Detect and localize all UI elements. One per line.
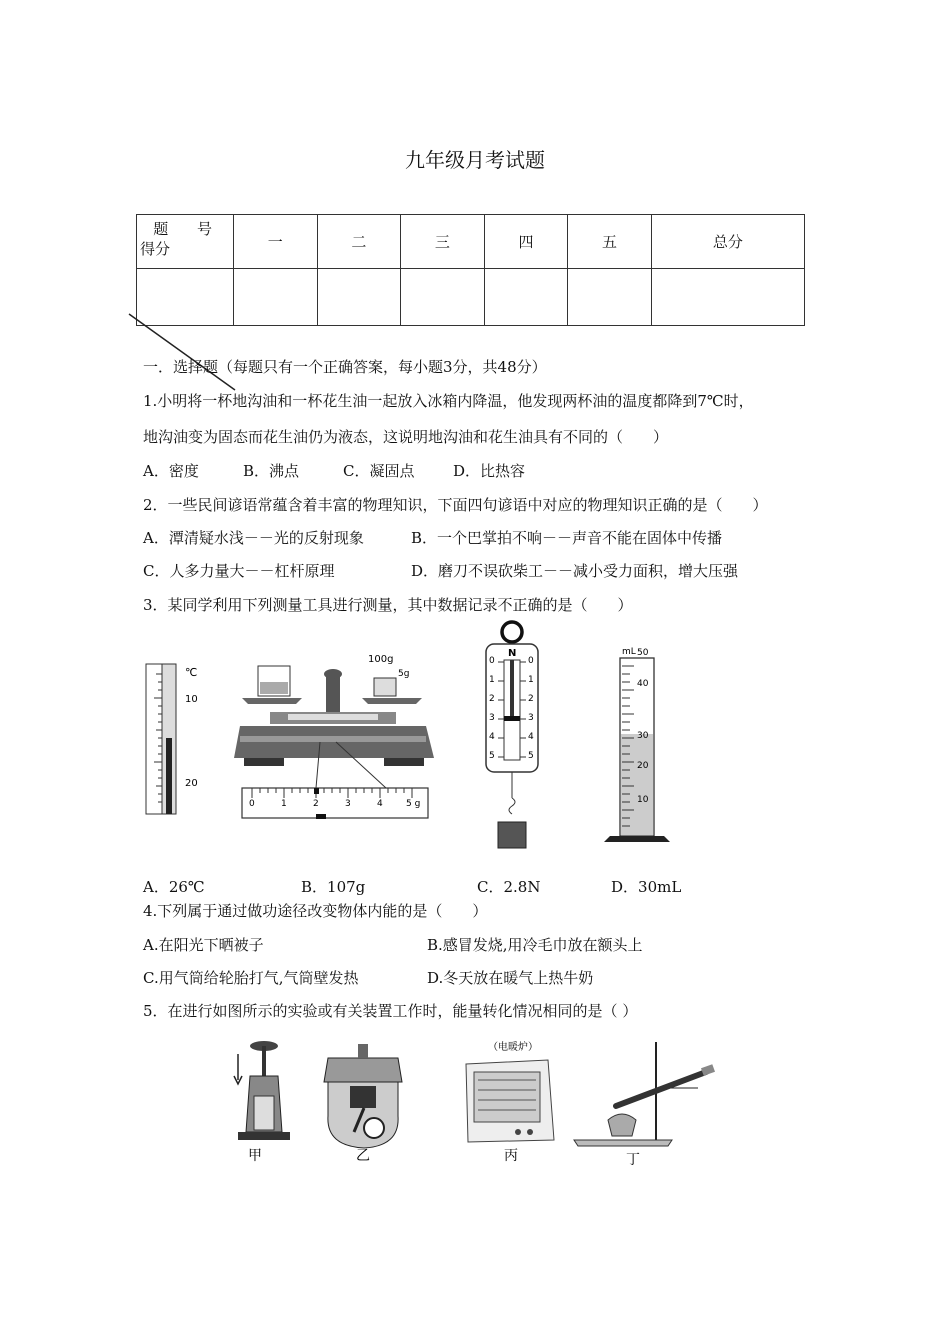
ruler-label-3: 3 xyxy=(345,799,351,809)
q3-options xyxy=(143,876,681,897)
balance xyxy=(234,654,434,766)
ruler-label-2: 2 xyxy=(313,799,319,809)
q5-label-ding: 丁 xyxy=(626,1152,640,1168)
header-cell: 三 xyxy=(401,215,485,269)
q1-line2: 地沟油变为固态而花生油仍为液态，这说明地沟油和花生油具有不同的（ ） xyxy=(143,428,669,446)
q1-line1: 1.小明将一杯地沟油和一杯花生油一起放入冰箱内降温，他发现两杯油的温度都降到7℃时， xyxy=(143,392,754,410)
q2-option-a: A．潭清疑水浅－－光的反射现象 xyxy=(143,529,364,547)
q5-label-bing: 丙 xyxy=(504,1148,518,1164)
ruler-label-1: 1 xyxy=(281,799,287,809)
header-cell: 四 xyxy=(484,215,568,269)
balance-label-5g: 5g xyxy=(398,669,410,679)
section-heading: 一．选择题（每题只有一个正确答案，每小题3分，共48分） xyxy=(143,358,547,376)
spring-tick-left-1: 1 xyxy=(489,675,495,685)
ruler-label-0: 0 xyxy=(249,799,255,809)
cylinder-tick-50: 50 xyxy=(637,648,649,658)
spring-tick-right-5: 5 xyxy=(528,751,534,761)
cylinder-unit: mL xyxy=(622,647,636,657)
header-cell: 二 xyxy=(317,215,401,269)
corner-label-number: 题 号 xyxy=(153,220,224,238)
q4-stem: 4.下列属于通过做功途径改变物体内能的是（ ） xyxy=(143,902,488,920)
score-cell xyxy=(568,269,652,326)
graduated-cylinder xyxy=(604,647,670,842)
q2-option-c: C．人多力量大－－杠杆原理 xyxy=(143,562,335,580)
q1-option-b: B．沸点 xyxy=(243,462,300,480)
score-table-corner xyxy=(137,215,234,269)
ruler-label-4: 4 xyxy=(377,799,383,809)
spring-tick-left-5: 5 xyxy=(489,751,495,761)
cylinder-tick-30: 30 xyxy=(637,731,649,741)
q1-option-d: D．比热容 xyxy=(453,462,526,480)
spring-tick-right-0: 0 xyxy=(528,656,534,666)
q4-option-a: A.在阳光下晒被子 xyxy=(143,936,264,954)
q5-label-jia: 甲 xyxy=(248,1148,262,1164)
q4-option-d: D.冬天放在暖气上热牛奶 xyxy=(427,969,594,987)
score-cell xyxy=(484,269,568,326)
cylinder-tick-40: 40 xyxy=(637,679,649,689)
test-tube-setup xyxy=(574,1042,715,1168)
cylinder-tick-20: 20 xyxy=(637,761,649,771)
spring-tick-right-4: 4 xyxy=(528,732,534,742)
q2-option-d: D．磨刀不误砍柴工－－减小受力面积，增大压强 xyxy=(411,562,739,580)
thermometer xyxy=(146,664,198,814)
score-cell xyxy=(401,269,485,326)
q4-option-c: C.用气筒给轮胎打气,气筒壁发热 xyxy=(143,969,359,987)
spring-tick-right-3: 3 xyxy=(528,713,534,723)
thermometer-label-20: 20 xyxy=(185,778,198,789)
header-cell: 总分 xyxy=(651,215,804,269)
q1-options xyxy=(143,460,525,481)
spring-tick-right-2: 2 xyxy=(528,694,534,704)
q5-stem: 5．在进行如图所示的实验或有关装置工作时，能量转化情况相同的是（ ） xyxy=(143,1002,638,1020)
page-title: 九年级月考试题 xyxy=(405,148,545,172)
header-cell: 一 xyxy=(234,215,318,269)
q3-figure xyxy=(140,618,700,856)
thermometer-label-10: 10 xyxy=(185,694,198,705)
engine-diagram xyxy=(324,1044,402,1164)
electric-heater xyxy=(466,1040,554,1164)
q2-stem: 2．一些民间谚语常蕴含着丰富的物理知识，下面四句谚语中对应的物理知识正确的是（ ） xyxy=(143,496,768,514)
thermometer-unit: ℃ xyxy=(185,666,198,679)
heater-label: （电暖炉） xyxy=(488,1042,538,1053)
q1-option-a: A．密度 xyxy=(143,462,199,480)
q1-option-c: C．凝固点 xyxy=(343,462,415,480)
spring-tick-left-3: 3 xyxy=(489,713,495,723)
score-cell xyxy=(317,269,401,326)
spring-scale-unit: N xyxy=(508,648,517,659)
balance-label-100g: 100g xyxy=(368,654,394,665)
score-cell xyxy=(234,269,318,326)
ruler-label-5g: 5 g xyxy=(406,799,421,809)
spring-scale xyxy=(486,622,538,848)
spring-tick-left-2: 2 xyxy=(489,694,495,704)
score-cell xyxy=(651,269,804,326)
q3-option-a: A．26℃ xyxy=(143,878,205,896)
q3-option-c: C．2.8N xyxy=(477,878,541,896)
spring-tick-left-4: 4 xyxy=(489,732,495,742)
cylinder-tick-10: 10 xyxy=(637,795,649,805)
q5-figure xyxy=(228,1036,720,1171)
fire-syringe xyxy=(234,1041,290,1164)
spring-tick-left-0: 0 xyxy=(489,656,495,666)
q3-option-d: D．30mL xyxy=(611,878,682,896)
q5-label-yi: 乙 xyxy=(356,1148,370,1164)
stray-diagonal-line xyxy=(125,310,240,395)
corner-label-score: 得分 xyxy=(140,240,171,258)
q3-option-b: B．107g xyxy=(301,878,366,896)
q2-option-b: B．一个巴掌拍不响－－声音不能在固体中传播 xyxy=(411,529,723,547)
q3-stem: 3．某同学利用下列测量工具进行测量，其中数据记录不正确的是（ ） xyxy=(143,596,633,614)
header-cell: 五 xyxy=(568,215,652,269)
spring-tick-right-1: 1 xyxy=(528,675,534,685)
q4-option-b: B.感冒发烧,用冷毛巾放在额头上 xyxy=(427,936,643,954)
